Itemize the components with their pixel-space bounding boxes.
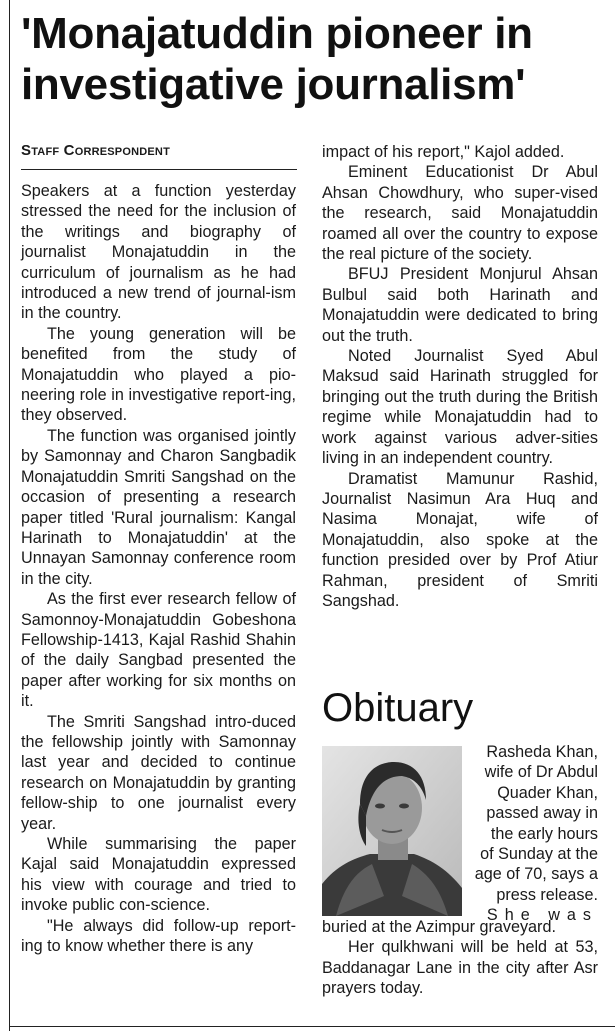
article-column-left (21, 181, 296, 956)
obituary-side-paragraph: Rasheda Khan, wife of Dr Abdul Quader Khan, passed away in the early hours of Sunday at the age of 70, says a press release. (474, 743, 598, 904)
obituary-paragraph: Her qulkhwani will be held at 53, Baddanagar Lane in the city after Asr prayers today. (322, 938, 598, 998)
obituary-side-text (473, 742, 598, 926)
article-paragraph: The function was organised jointly by Samonnay and Charon Sangbadik Monajatuddin Smriti Sangshad on the occasion of presenting a research paper titled 'Rural journalism: Kangal Harinath to Monajatuddin' at the Unnayan Samonnay conference room in the city. (21, 426, 296, 588)
article-paragraph: As the first ever research fellow of Samonnoy-Monajatuddin Gobeshona Fellowship-1413, Kajal Rashid Shahin of the daily Sangbad presented the paper after working for six months on it. (21, 590, 296, 711)
article-paragraph: Eminent Educationist Dr Abul Ahsan Chowdhury, who super-vised the research, said Monajatuddin roamed all over the country to expose the real picture of the society. (322, 163, 598, 264)
article-paragraph: "He always did follow-up report-ing to know whether there is any (21, 916, 296, 956)
byline-rule (21, 169, 297, 170)
byline: Staff Correspondent (21, 142, 170, 159)
obituary-continuation: buried at the Azimpur graveyard. (322, 918, 556, 936)
article-headline: 'Monajatuddin pioneer in investigative journalism' (21, 9, 533, 109)
article-paragraph: Dramatist Mamunur Rashid, Journalist Nasimun Ara Huq and Nasima Monajat, wife of Monajatuddin, also spoke at the function presided over by Prof Atiur Rahman, president of Smriti Sangshad. (322, 469, 598, 610)
column-rule-left (9, 0, 10, 1031)
page-rule-bottom (9, 1026, 615, 1027)
article-paragraph: Noted Journalist Syed Abul Maksud said Harinath struggled for bringing out the truth during the British regime while Monajatuddin had to work against various adver-sities living in an independent country. (322, 347, 598, 468)
portrait-image (322, 746, 462, 916)
article-column-right (322, 142, 598, 611)
article-paragraph: Speakers at a function yesterday stressed the need for the inclusion of the writings and biography of journalist Monajatuddin in the curriculum of journalism as he had introduced a new trend of journal-ism in the country. (21, 182, 296, 323)
obituary-title: Obituary (322, 686, 474, 730)
obituary-bottom-text (322, 917, 598, 999)
article-paragraph: The young generation will be benefited from the study of Monajatuddin who played a pio-neering role in investigative report-ing, they observed. (21, 324, 296, 425)
article-paragraph: The Smriti Sangshad intro-duced the fellowship jointly with Samonnay last year and decided to continue research on Monajatuddin by granting fellow-ship to one journalist every year. (21, 712, 296, 833)
article-paragraph-continued: impact of his report," Kajol added. (322, 143, 565, 161)
article-paragraph: BFUJ President Monjurul Ahsan Bulbul said both Harinath and Monajatuddin were dedicated to bring out the truth. (322, 265, 598, 345)
article-paragraph: While summarising the paper Kajal said Monajatuddin expressed his view with courage and tried to invoke public con-science. (21, 835, 296, 915)
obituary-photo (322, 746, 462, 916)
obituary-side-last: She was (486, 906, 598, 925)
